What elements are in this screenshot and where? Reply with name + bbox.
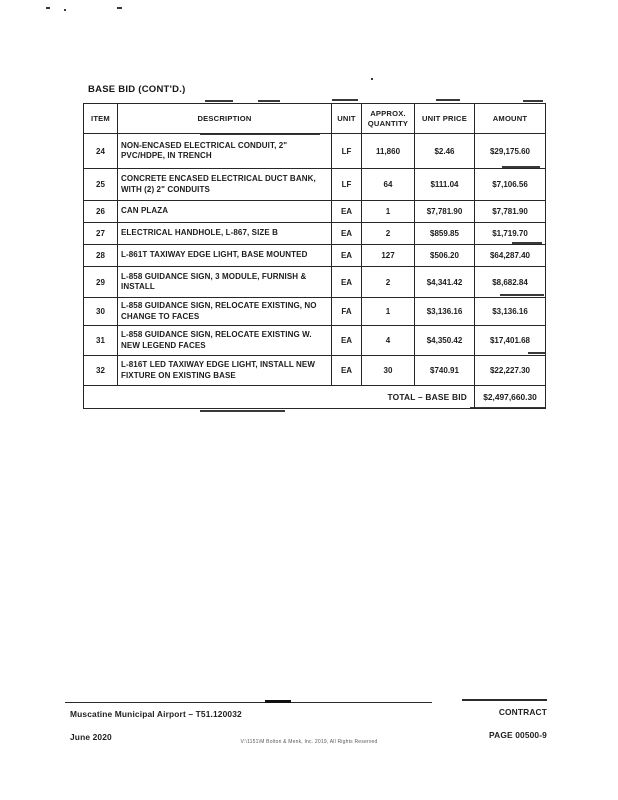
table-row [84,201,546,223]
description-cell: L-861T TAXIWAY EDGE LIGHT, BASE MOUNTED [118,245,332,267]
col-header-quantity: APPROX. QUANTITY [362,104,415,134]
bid-table-body [84,134,546,386]
amount-cell: $17,401.68 [475,326,546,356]
col-header-description: DESCRIPTION [118,104,332,134]
col-header-item: ITEM [84,104,118,134]
amount-cell: $1,719.70 [475,223,546,245]
unit-cell: EA [332,326,362,356]
item-cell: 28 [84,245,118,267]
description-cell: NON-ENCASED ELECTRICAL CONDUIT, 2" PVC/HDPE, IN TRENCH [118,134,332,169]
scan-artifact [332,99,358,101]
footer-project: Muscatine Municipal Airport – T51.120032 [70,709,242,719]
amount-cell: $64,287.40 [475,245,546,267]
footer-doc-type: CONTRACT [498,707,547,717]
quantity-cell: 2 [362,267,415,298]
quantity-cell: 30 [362,356,415,386]
description-cell: ELECTRICAL HANDHOLE, L-867, SIZE B [118,223,332,245]
item-cell: 24 [84,134,118,169]
description-cell: CONCRETE ENCASED ELECTRICAL DUCT BANK, WITH (2) 2" CONDUITS [118,169,332,201]
unit-cell: EA [332,245,362,267]
col-header-amount: AMOUNT [475,104,546,134]
total-row [84,386,546,409]
unit-cell: FA [332,298,362,326]
table-row [84,356,546,386]
scan-artifact [200,410,285,412]
unit-price-cell: $7,781.90 [415,201,475,223]
unit-cell: EA [332,223,362,245]
quantity-cell: 2 [362,223,415,245]
footer-page-number: PAGE 00500-9 [489,730,547,740]
item-cell: 32 [84,356,118,386]
col-header-unit: UNIT [332,104,362,134]
scan-artifact [523,100,543,102]
unit-price-cell: $859.85 [415,223,475,245]
footer-copyright: V:\1151\M Bolton & Menk, Inc. 2019, All Rights Reserved [240,739,378,745]
table-row [84,298,546,326]
table-row [84,134,546,169]
description-cell: L-816T LED TAXIWAY EDGE LIGHT, INSTALL NEW FIXTURE ON EXISTING BASE [118,356,332,386]
item-cell: 30 [84,298,118,326]
total-amount: $2,497,660.30 [475,386,546,409]
total-label: TOTAL – BASE BID [84,386,475,409]
amount-cell: $7,781.90 [475,201,546,223]
unit-cell: LF [332,169,362,201]
amount-cell: $3,136.16 [475,298,546,326]
item-cell: 25 [84,169,118,201]
footer-rule-heavy-segment [265,700,291,703]
scan-artifact [46,7,50,9]
base-bid-table [83,103,546,409]
amount-cell: $8,682.84 [475,267,546,298]
unit-price-cell: $4,341.42 [415,267,475,298]
quantity-cell: 11,860 [362,134,415,169]
scan-artifact [258,100,280,102]
unit-price-cell: $2.46 [415,134,475,169]
quantity-cell: 1 [362,201,415,223]
item-cell: 27 [84,223,118,245]
item-cell: 29 [84,267,118,298]
unit-price-cell: $506.20 [415,245,475,267]
footer-rule-right [462,699,547,701]
table-row [84,245,546,267]
unit-price-cell: $740.91 [415,356,475,386]
quantity-cell: 64 [362,169,415,201]
description-cell: L-858 GUIDANCE SIGN, RELOCATE EXISTING W. NEW LEGEND FACES [118,326,332,356]
scan-artifact [205,100,233,102]
unit-price-cell: $4,350.42 [415,326,475,356]
amount-cell: $22,227.30 [475,356,546,386]
description-cell: L-858 GUIDANCE SIGN, 3 MODULE, FURNISH & INSTALL [118,267,332,298]
unit-price-cell: $111.04 [415,169,475,201]
amount-cell: $7,106.56 [475,169,546,201]
table-row [84,169,546,201]
amount-cell: $29,175.60 [475,134,546,169]
item-cell: 26 [84,201,118,223]
table-header-row [84,104,546,134]
section-title: BASE BID (CONT'D.) [88,84,186,95]
quantity-cell: 127 [362,245,415,267]
item-cell: 31 [84,326,118,356]
description-cell: CAN PLAZA [118,201,332,223]
scan-artifact [64,9,66,11]
unit-cell: EA [332,201,362,223]
quantity-cell: 4 [362,326,415,356]
table-row [84,267,546,298]
quantity-cell: 1 [362,298,415,326]
scan-artifact [117,7,122,9]
table-row [84,223,546,245]
description-cell: L-858 GUIDANCE SIGN, RELOCATE EXISTING, NO CHANGE TO FACES [118,298,332,326]
unit-price-cell: $3,136.16 [415,298,475,326]
table-row [84,326,546,356]
footer-date: June 2020 [70,732,112,742]
unit-cell: LF [332,134,362,169]
unit-cell: EA [332,356,362,386]
unit-cell: EA [332,267,362,298]
footer-rule [65,702,432,703]
scan-artifact [371,78,373,80]
col-header-unit-price: UNIT PRICE [415,104,475,134]
scan-artifact [436,99,460,101]
